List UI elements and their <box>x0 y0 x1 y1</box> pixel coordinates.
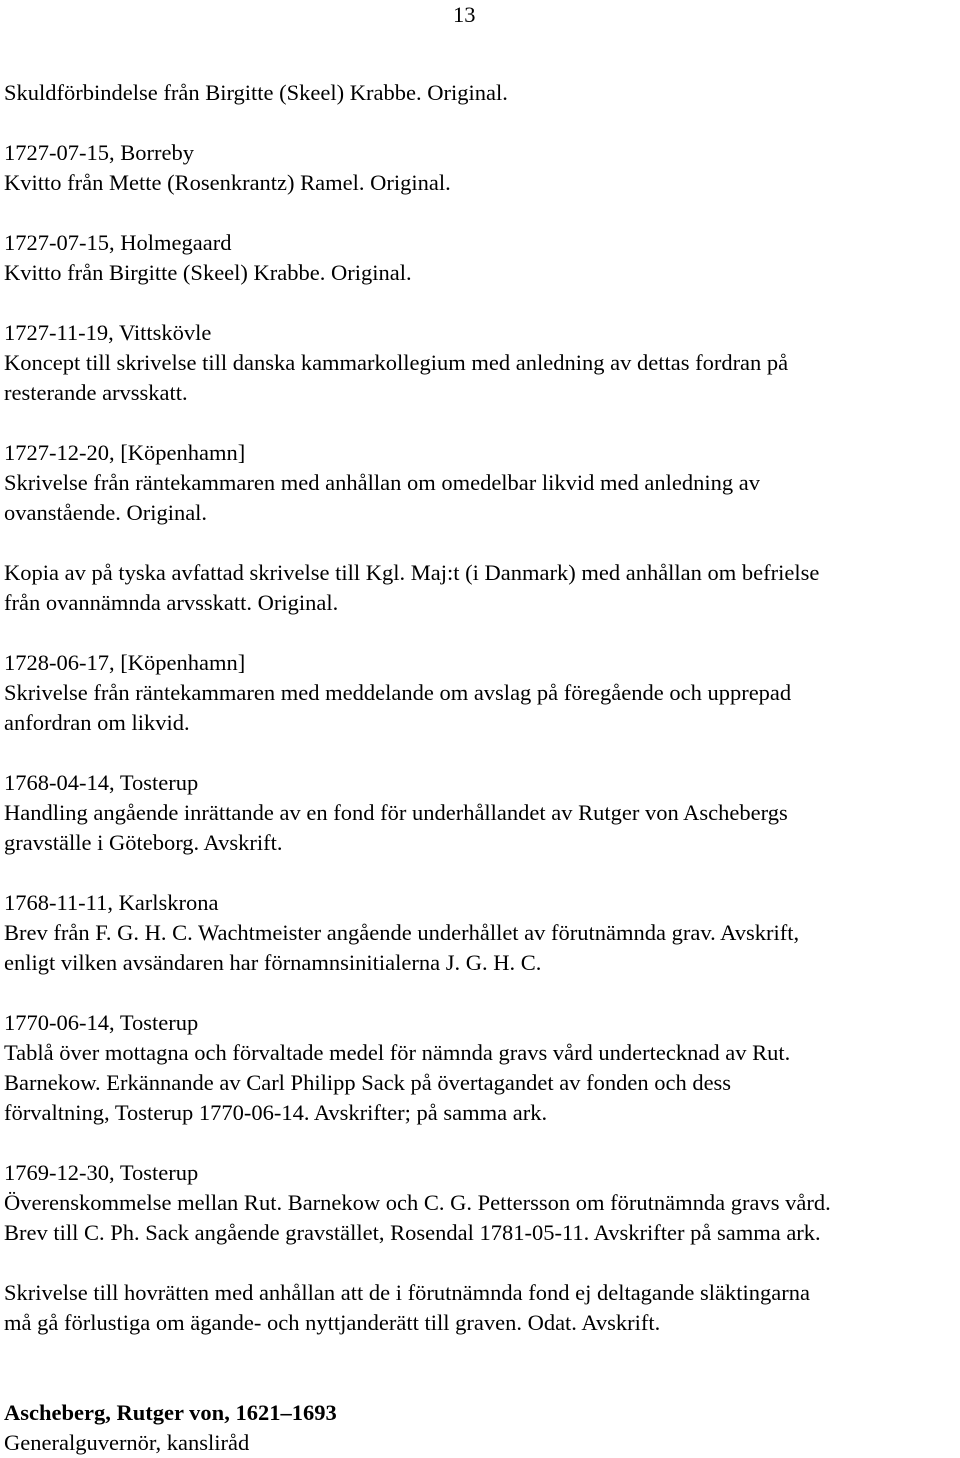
entry-line: anfordran om likvid. <box>4 710 190 735</box>
entry-line: förvaltning, Tosterup 1770-06-14. Avskrifter; på samma ark. <box>4 1100 548 1125</box>
entry-line: gravställe i Göteborg. Avskrift. <box>4 830 283 855</box>
entry <box>4 438 956 528</box>
entry <box>4 228 956 288</box>
entry <box>4 318 956 408</box>
entry-line: Kvitto från Birgitte (Skeel) Krabbe. Original. <box>4 260 412 285</box>
entry <box>4 558 956 618</box>
entry-line: ovanstående. Original. <box>4 500 208 525</box>
entry-line: Kvitto från Mette (Rosenkrantz) Ramel. Original. <box>4 170 451 195</box>
entry-line: Skrivelse till hovrätten med anhållan att de i förutnämnda fond ej deltagande släktingarna <box>4 1280 810 1305</box>
entry-date-place: 1727-07-15, Borreby <box>4 140 194 165</box>
entry <box>4 888 956 978</box>
entry-line: Skrivelse från räntekammaren med meddelande om avslag på föregående och upprepad <box>4 680 792 705</box>
entry <box>4 768 956 858</box>
entry-line: Handling angående inrättande av en fond för underhållandet av Rutger von Aschebergs <box>4 800 788 825</box>
entry-line: Kopia av på tyska avfattad skrivelse till Kgl. Maj:t (i Danmark) med anhållan om befrielse <box>4 560 820 585</box>
entry-line: Skuldförbindelse från Birgitte (Skeel) Krabbe. Original. <box>4 80 508 105</box>
entry-date-place: 1727-12-20, [Köpenhamn] <box>4 440 246 465</box>
entry-line: från ovannämnda arvsskatt. Original. <box>4 590 339 615</box>
entry-date-place: 1727-07-15, Holmegaard <box>4 230 232 255</box>
entry <box>4 138 956 198</box>
entry-date-place: 1768-11-11, Karlskrona <box>4 890 219 915</box>
entry-line: enligt vilken avsändaren har förnamnsinitialerna J. G. H. C. <box>4 950 542 975</box>
page-number: 13 <box>453 2 476 27</box>
section-subheading: Generalguvernör, kansliråd <box>4 1430 250 1455</box>
entry <box>4 1278 956 1338</box>
entry-line: Överenskommelse mellan Rut. Barnekow och C. G. Pettersson om förutnämnda gravs vård. <box>4 1190 831 1215</box>
entry-date-place: 1768-04-14, Tosterup <box>4 770 199 795</box>
section-heading-block <box>4 1398 956 1458</box>
entry-line: Skrivelse från räntekammaren med anhållan om omedelbar likvid med anledning av <box>4 470 760 495</box>
entry-date-place: 1770-06-14, Tosterup <box>4 1010 199 1035</box>
entry-date-place: 1728-06-17, [Köpenhamn] <box>4 650 246 675</box>
entry-line: Brev från F. G. H. C. Wachtmeister angående underhållet av förutnämnda grav. Avskrift, <box>4 920 800 945</box>
entry <box>4 1008 956 1128</box>
entry-line: Barnekow. Erkännande av Carl Philipp Sack på övertagandet av fonden och dess <box>4 1070 732 1095</box>
entry <box>4 648 956 738</box>
entry-line: Brev till C. Ph. Sack angående gravstället, Rosendal 1781-05-11. Avskrifter på samma ark. <box>4 1220 821 1245</box>
entry <box>4 78 956 108</box>
entry-line: må gå förlustiga om ägande- och nyttjanderätt till graven. Odat. Avskrift. <box>4 1310 661 1335</box>
entry-date-place: 1727-11-19, Vittskövle <box>4 320 212 345</box>
entry-line: Koncept till skrivelse till danska kammarkollegium med anledning av dettas fordran på <box>4 350 789 375</box>
entry-date-place: 1769-12-30, Tosterup <box>4 1160 199 1185</box>
entry <box>4 1158 956 1248</box>
document-body <box>4 78 956 1368</box>
entry-line: Tablå över mottagna och förvaltade medel för nämnda gravs vård undertecknad av Rut. <box>4 1040 791 1065</box>
section-heading: Ascheberg, Rutger von, 1621–1693 <box>4 1400 337 1425</box>
entry-line: resterande arvsskatt. <box>4 380 188 405</box>
